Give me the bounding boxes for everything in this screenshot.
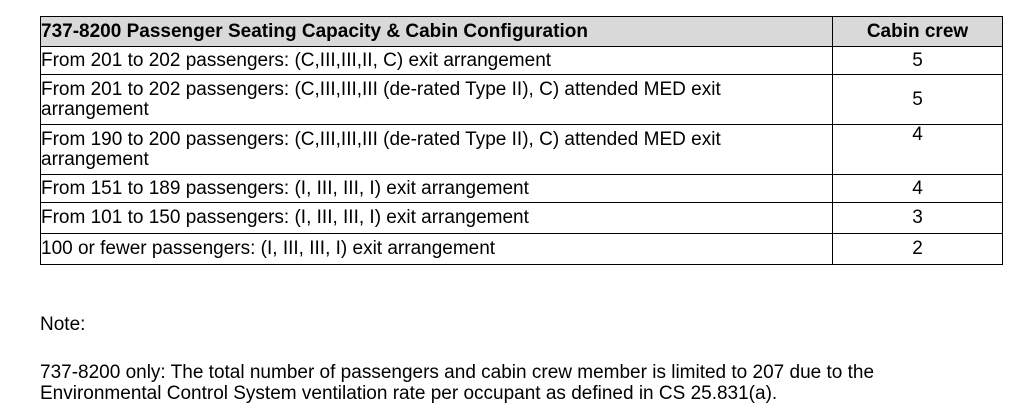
header-configuration: 737-8200 Passenger Seating Capacity & Cabin Configuration — [41, 17, 833, 47]
row-cabin-crew: 5 — [833, 47, 1003, 75]
row-cabin-crew: 5 — [833, 75, 1003, 125]
table-row — [41, 203, 1003, 234]
row-cabin-crew: 3 — [833, 203, 1003, 234]
table-row — [41, 75, 1003, 125]
row-configuration: From 190 to 200 passengers: (C,III,III,III (de-rated Type II), C) attended MED exit arrangement — [41, 125, 833, 175]
row-cabin-crew: 4 — [833, 125, 1003, 175]
table-row — [41, 175, 1003, 203]
row-configuration: From 101 to 150 passengers: (I, III, III, I) exit arrangement — [41, 203, 833, 234]
table-row — [41, 125, 1003, 175]
table-row — [41, 234, 1003, 265]
table-row — [41, 47, 1003, 75]
note-text: 737-8200 only: The total number of passengers and cabin crew member is limited to 207 due to the Environmental Control System ventilation rate per occupant as defined in CS 25.831(a). — [40, 362, 875, 404]
row-configuration: From 201 to 202 passengers: (C,III,III,III (de-rated Type II), C) attended MED exit arrangement — [41, 75, 833, 125]
seating-capacity-table — [40, 16, 1003, 265]
row-cabin-crew: 2 — [833, 234, 1003, 265]
table-header-row — [41, 17, 1003, 47]
row-cabin-crew: 4 — [833, 175, 1003, 203]
note-label: Note: — [40, 314, 86, 335]
row-configuration: From 151 to 189 passengers: (I, III, III, I) exit arrangement — [41, 175, 833, 203]
header-cabin-crew: Cabin crew — [833, 17, 1003, 47]
row-configuration: From 201 to 202 passengers: (C,III,III,II, C) exit arrangement — [41, 47, 833, 75]
row-configuration: 100 or fewer passengers: (I, III, III, I) exit arrangement — [41, 234, 833, 265]
